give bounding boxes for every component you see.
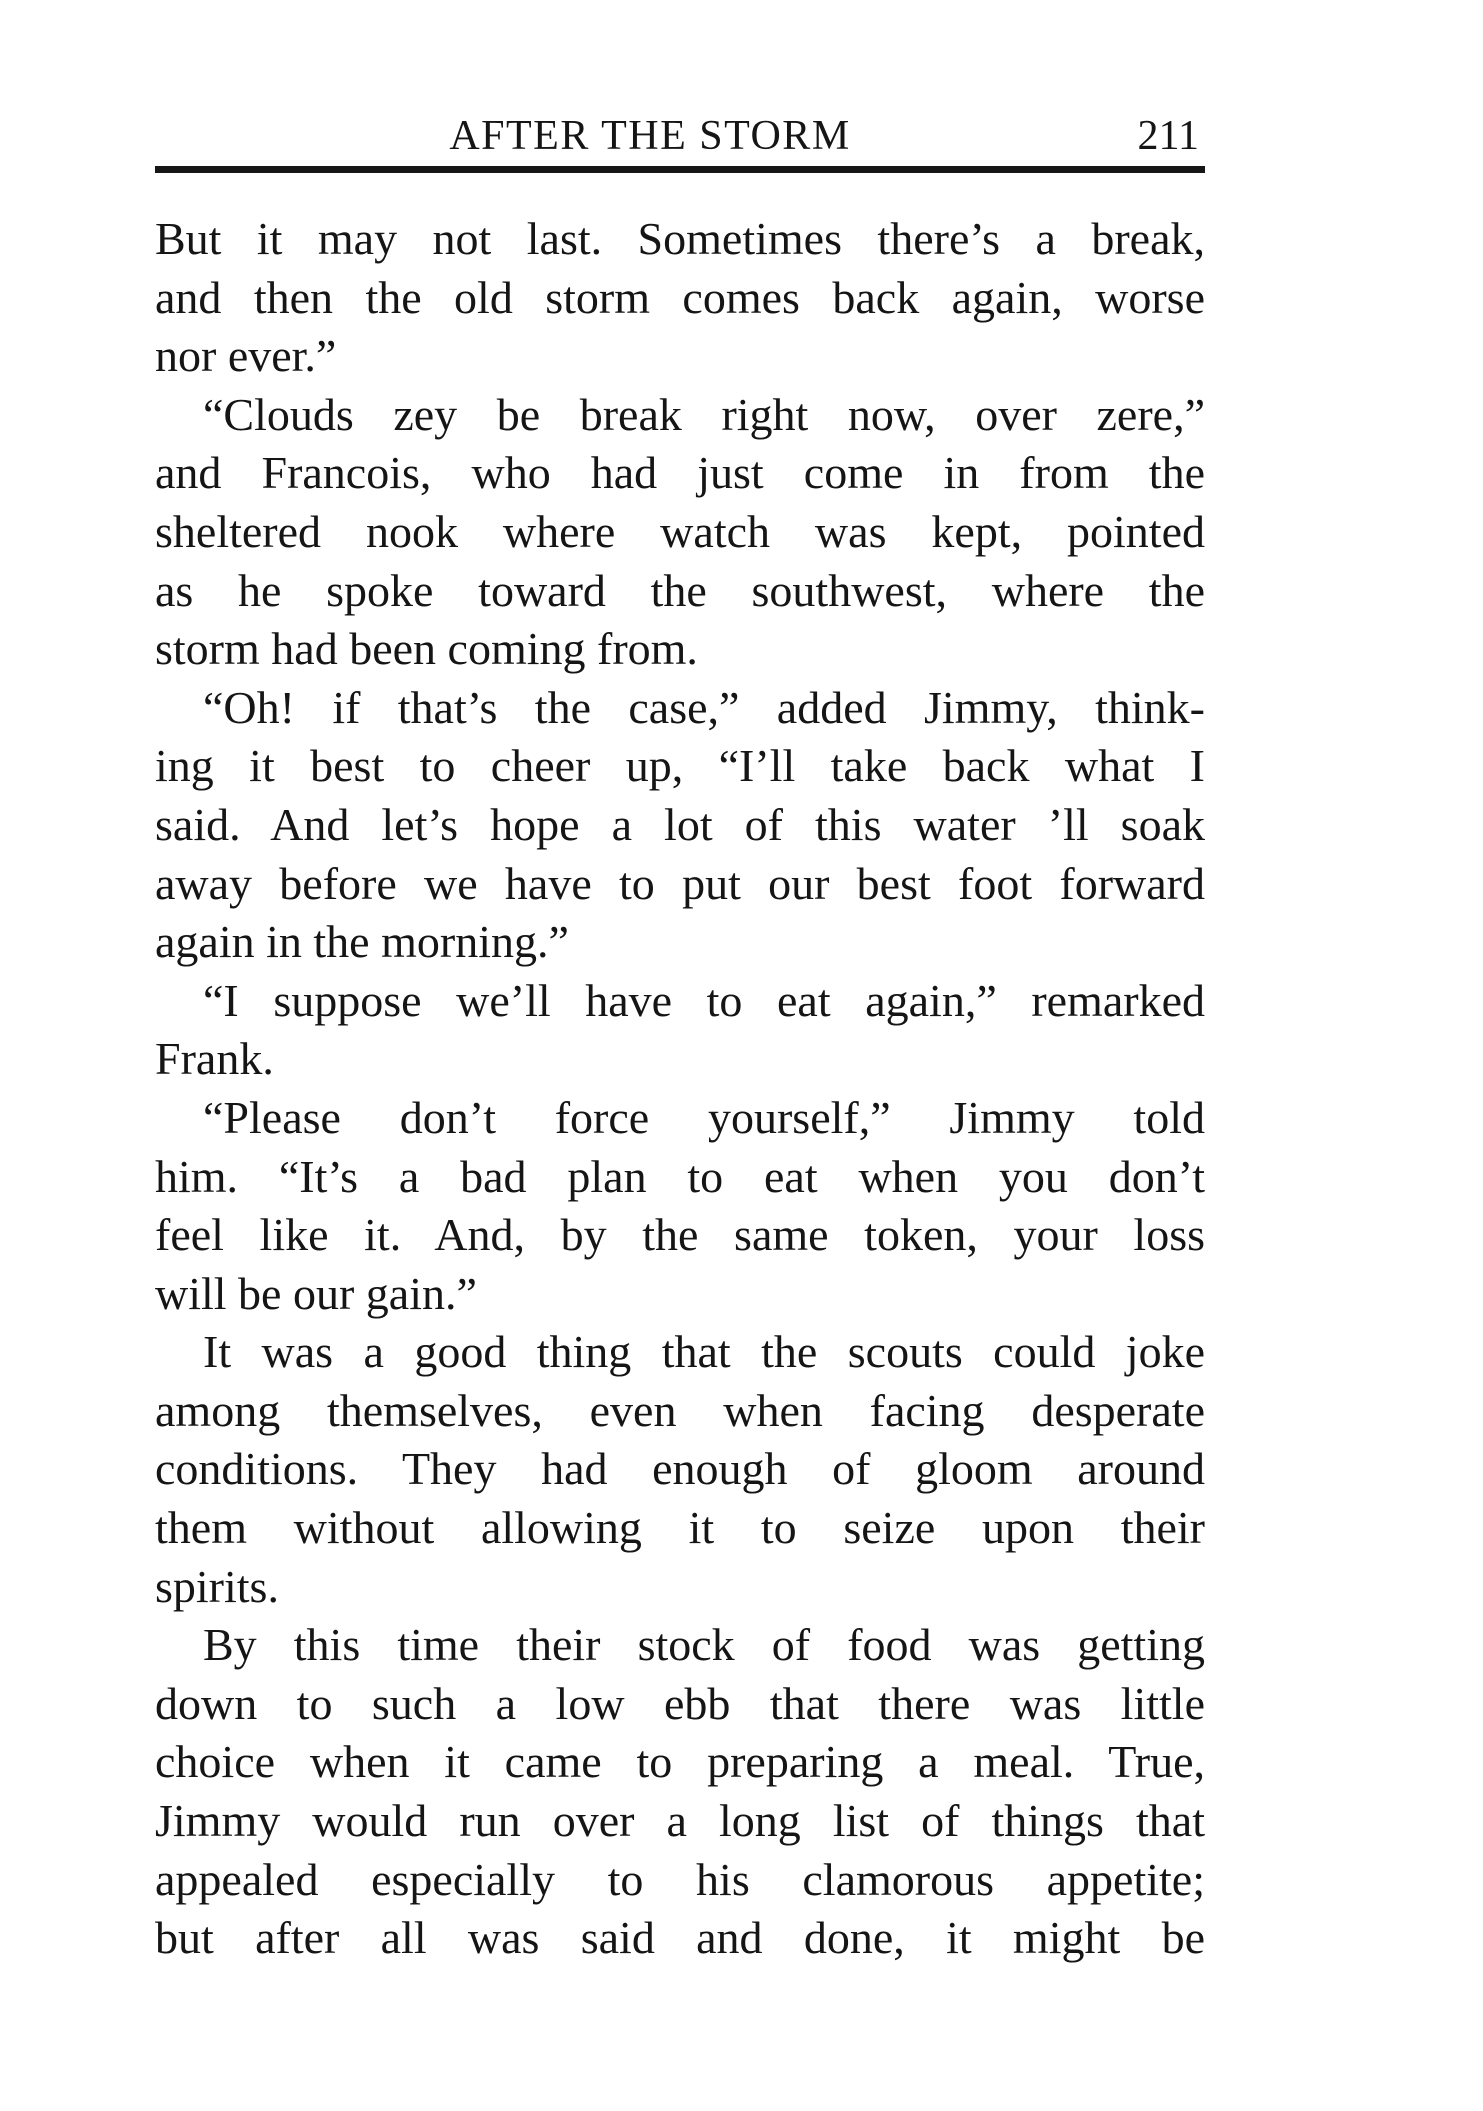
text-line: them without allowing it to seize upon their — [155, 1502, 1205, 1554]
text-line: ing it best to cheer up, “I’ll take back what I — [155, 740, 1205, 792]
text-line: “Clouds zey be break right now, over zere,” — [203, 388, 1205, 440]
text-line: him. “It’s a bad plan to eat when you don’t — [155, 1150, 1205, 1202]
text-line: “Oh! if that’s the case,” added Jimmy, think- — [203, 681, 1205, 733]
text-line: again in the morning.” — [155, 916, 569, 968]
text-line: Jimmy would run over a long list of things that — [155, 1795, 1205, 1847]
text-line: “Please don’t force yourself,” Jimmy told — [203, 1091, 1205, 1143]
text-line: It was a good thing that the scouts could joke — [203, 1326, 1205, 1378]
text-line: as he spoke toward the southwest, where the — [155, 564, 1205, 616]
running-title: AFTER THE STORM — [449, 113, 851, 159]
text-line: conditions. They had enough of gloom around — [155, 1443, 1205, 1495]
text-line: “I suppose we’ll have to eat again,” remarked — [203, 974, 1205, 1026]
text-line: away before we have to put our best foot forward — [155, 857, 1205, 909]
text-line: By this time their stock of food was getting — [203, 1619, 1205, 1671]
text-line: but after all was said and done, it might be — [155, 1912, 1205, 1964]
text-line: nor ever.” — [155, 330, 337, 382]
text-line: choice when it came to preparing a meal. True, — [155, 1736, 1205, 1788]
text-line: sheltered nook where watch was kept, pointed — [155, 505, 1205, 557]
header-rule — [155, 166, 1205, 173]
text-line: storm had been coming from. — [155, 623, 698, 675]
text-line: spirits. — [155, 1560, 279, 1612]
text-line: and then the old storm comes back again, worse — [155, 271, 1205, 323]
page-number: 211 — [1137, 113, 1199, 159]
text-line: and Francois, who had just come in from the — [155, 447, 1205, 499]
page-header — [155, 108, 1205, 166]
text-line: Frank. — [155, 1033, 274, 1085]
text-line: But it may not last. Sometimes there’s a break, — [155, 213, 1205, 264]
text-line: feel like it. And, by the same token, your loss — [155, 1209, 1205, 1261]
text-line: down to such a low ebb that there was little — [155, 1677, 1205, 1729]
text-line: will be our gain.” — [155, 1267, 477, 1319]
body-text — [155, 210, 1205, 1968]
text-line: said. And let’s hope a lot of this water ’ll soak — [155, 798, 1205, 850]
text-line: appealed especially to his clamorous appetite; — [155, 1853, 1205, 1905]
text-line: among themselves, even when facing desperate — [155, 1384, 1205, 1436]
